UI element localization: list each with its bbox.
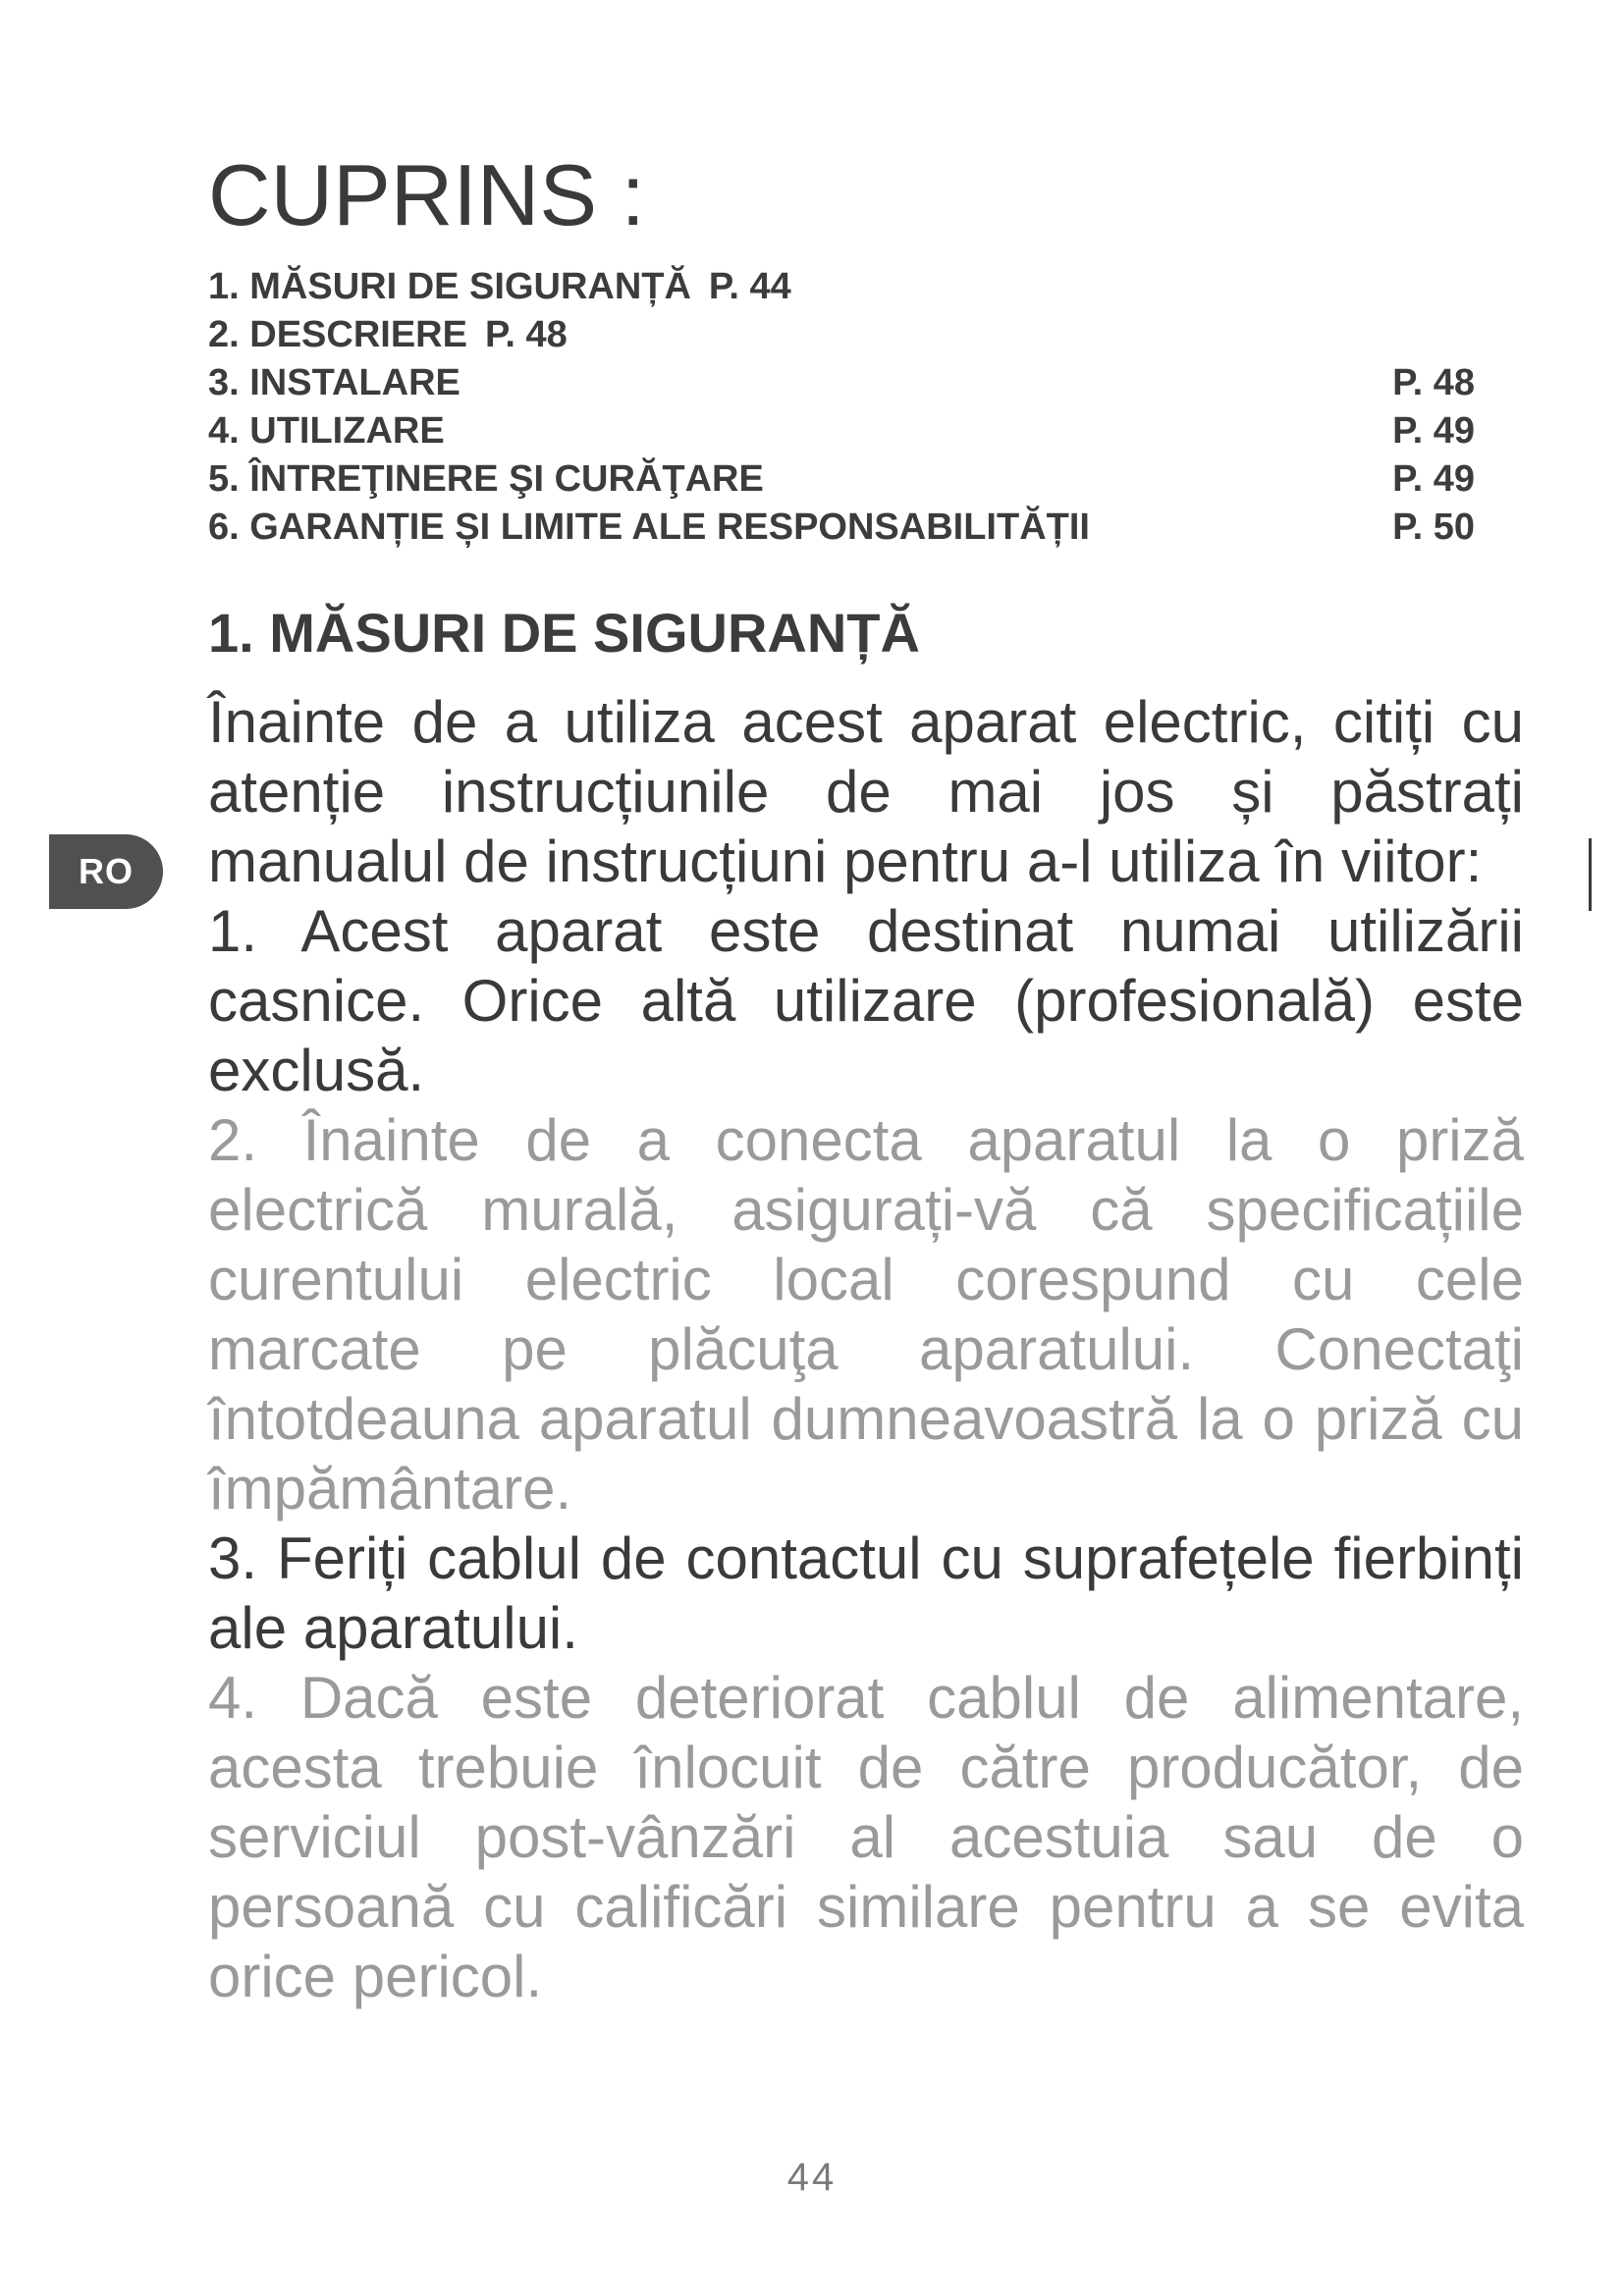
safety-item: 2. Înainte de a conecta aparatul la o priză electrică murală, asigurați-vă că specificațiile curentului electric local corespund cu cele marcate pe plăcuţa aparatului. Conectaţi întotdeauna aparatul dumneavoastră la o priză cu împământare. (208, 1107, 1524, 1522)
toc-item (208, 504, 1475, 552)
safety-item: 1. Acest aparat este destinat numai utilizării casnice. Orice altă utilizare (profesională) este exclusă. (208, 898, 1524, 1103)
page-number: 44 (786, 2156, 838, 2199)
toc-page: P. 50 (1392, 507, 1475, 548)
toc-page: P. 49 (1392, 458, 1475, 500)
toc-page: P. 48 (1392, 362, 1475, 403)
table-of-contents (208, 263, 1475, 552)
toc-label: 6. GARANȚIE ȘI LIMITE ALE RESPONSABILITĂȚII (208, 507, 1090, 548)
safety-items (208, 896, 1524, 2011)
safety-item: 4. Dacă este deteriorat cablul de alimentare, acesta trebuie înlocuit de către producător, de serviciul post-vânzări al acestuia sau de o persoană cu calificări similare pentru a se evita orice pericol. (208, 1665, 1524, 2009)
toc-page: P. 49 (1392, 410, 1475, 452)
intro-paragraph: Înainte de a utiliza acest aparat electric, citiți cu atenție instrucțiunile de mai jos și păstrați manualul de instrucțiuni pentru a-l utiliza în viitor: (208, 689, 1524, 894)
page-title: CUPRINS : (208, 146, 645, 243)
toc-label: 2. DESCRIERE (208, 314, 467, 355)
toc-item (208, 407, 1475, 455)
toc-label: 4. UTILIZARE (208, 410, 445, 452)
toc-item (208, 311, 1475, 359)
toc-item (208, 263, 1475, 311)
section-body (208, 687, 1524, 2011)
toc-label: 1. MĂSURI DE SIGURANȚĂ (208, 266, 691, 307)
toc-item (208, 455, 1475, 504)
toc-label: 3. INSTALARE (208, 362, 460, 403)
toc-label: 5. ÎNTREŢINERE ŞI CURĂŢARE (208, 458, 764, 500)
section-heading: 1. MĂSURI DE SIGURANȚĂ (208, 602, 920, 664)
toc-item (208, 359, 1475, 407)
toc-page: P. 48 (484, 314, 568, 355)
safety-item: 3. Feriți cablul de contactul cu suprafețele fierbinți ale aparatului. (208, 1525, 1524, 1661)
language-tab: RO (49, 834, 163, 909)
toc-page: P. 44 (708, 266, 791, 307)
margin-mark (1589, 838, 1592, 911)
